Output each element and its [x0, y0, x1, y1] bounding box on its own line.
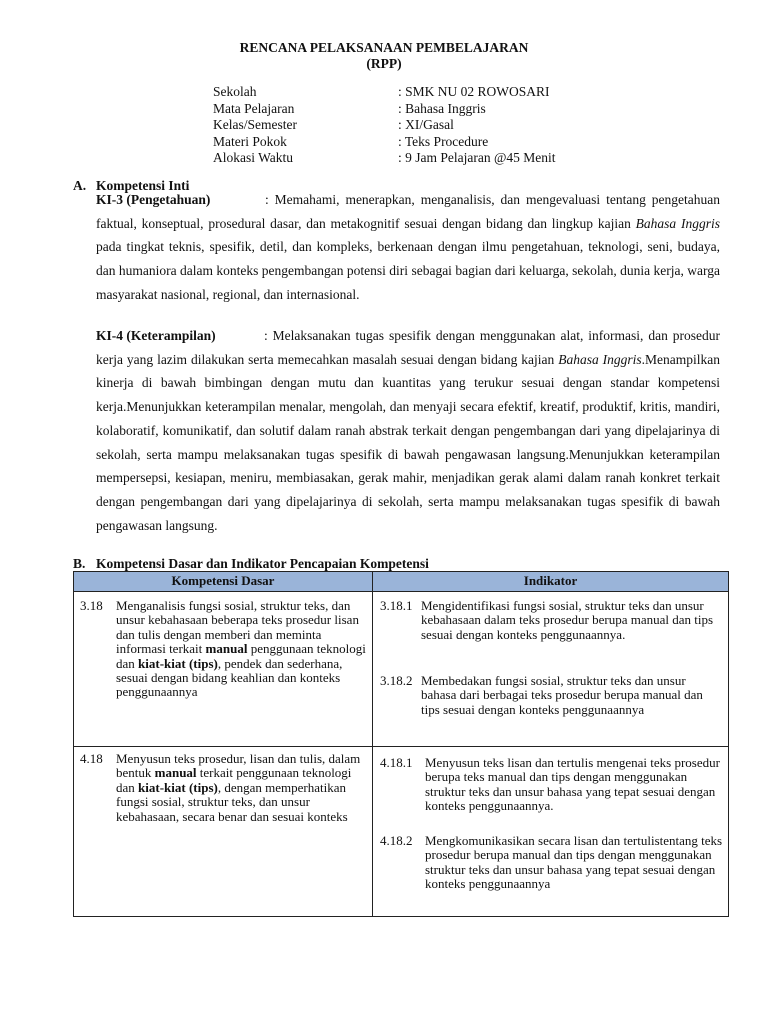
header-indikator: Indikator	[523, 573, 578, 588]
column-divider	[372, 572, 373, 916]
info-value: : SMK NU 02 ROWOSARI	[398, 84, 550, 99]
kd-text-part: Menganalisis fungsi sosial, struktur teks, dan unsur kebahasaan beberapa teks prosedur lisan dan tulis dengan memberi dan meminta informasi terkait	[116, 598, 359, 657]
kd-bold-term: kiat-kiat (tips)	[138, 655, 218, 671]
kd-bold-term: manual	[154, 765, 197, 781]
table-header	[74, 572, 728, 592]
indicator-number: 4.18.2	[380, 833, 413, 848]
competency-table	[73, 571, 729, 917]
kd-text-part: penggunaan teknologi dan	[116, 641, 366, 671]
identity-block	[213, 84, 556, 167]
info-row-topic	[213, 134, 556, 151]
section-title: Kompetensi Inti	[96, 178, 190, 193]
info-row-subject	[213, 101, 556, 118]
section-title: Kompetensi Dasar dan Indikator Pencapaian Kompetensi	[96, 556, 429, 571]
indicator-text: Membedakan fungsi sosial, struktur teks dan unsur bahasa dari berbagai teks prosedur berupa manual dan tips sesuai dengan konteks penggunaannya	[421, 673, 703, 717]
ki3-label: KI-3 (Pengetahuan)	[96, 192, 211, 207]
info-value: : XI/Gasal	[398, 117, 454, 132]
info-label: Sekolah	[213, 84, 257, 99]
ki3-italic: Bahasa Inggris	[635, 215, 720, 231]
ki4-italic: Bahasa Inggris	[558, 351, 642, 367]
kd-bold-term: kiat-kiat (tips)	[138, 779, 218, 795]
kd-text	[116, 599, 366, 700]
ki3-text-1: : Memahami, menerapkan, menganalisis, dan mengevaluasi tentang pengetahuan faktual, konseptual, prosedural dasar, dan metakognitif sesuai dengan bidang dan lingkup kajian	[96, 192, 721, 231]
info-value: : 9 Jam Pelajaran @45 Menit	[398, 150, 556, 165]
document-title: RENCANA PELAKSANAAN PEMBELAJARAN	[239, 40, 529, 55]
info-label: Mata Pelajaran	[213, 100, 295, 116]
ki3-paragraph	[96, 188, 720, 307]
kd-bold-term: manual	[205, 641, 248, 657]
info-label: Kelas/Semester	[213, 117, 297, 132]
section-letter: B.	[73, 556, 86, 571]
row-divider	[74, 746, 728, 747]
kd-text	[116, 752, 366, 824]
indicator-text: Mengidentifikasi fungsi sosial, struktur teks dan unsur kebahasaan dalam teks prosedur berupa manual dan tips sesuai dengan konteks penggunaannya.	[421, 598, 714, 642]
ki4-paragraph	[96, 324, 720, 537]
ki3-text-2: pada tingkat teknis, spesifik, detil, dan kompleks, berkenaan dengan ilmu pengetahuan, teknologi, seni, budaya, dan humaniora dalam konteks pengembangan potensi diri sebagai bagian dari keluarga, sekolah, dunia kerja, warga masyarakat nasional, regional, dan internasional.	[96, 239, 720, 302]
info-value: : Bahasa Inggris	[398, 100, 486, 116]
indicator-number: 3.18.1	[380, 598, 413, 613]
indicator-number: 3.18.2	[380, 673, 413, 688]
ki4-text-2: .Menampilkan kinerja di bawah bimbingan dengan mutu dan kuantitas yang terukur sesuai dengan standar kompetensi kerja.Menunjukkan keterampilan menalar, mengolah, dan menyaji secara efektif, kreatif, produktif, kritis, mandiri, kolaboratif, komunikatif, dan solutif dalam ranah abstrak terkait dengan pengembangan dari yang dipelajarinya di sekolah, serta mampu melaksanakan tugas spesifik di bawah pengawasan langsung.Menunjukkan keterampilan mempersepsi, kesiapan, meniru, membiasakan, gerak mahir, menjadikan gerak alami dalam ranah konkret terkait dengan pengembangan dari yang dipelajarinya di sekolah, serta mampu melaksanakan tugas spesifik di bawah pengawasan langsung.	[96, 351, 720, 533]
kd-number: 3.18	[80, 598, 103, 613]
info-label: Materi Pokok	[213, 133, 287, 149]
section-letter: A.	[73, 178, 87, 193]
info-row-class	[213, 117, 556, 134]
document-subtitle: (RPP)	[366, 56, 402, 71]
ki4-label: KI-4 (Keterampilan)	[96, 328, 216, 343]
header-kompetensi-dasar: Kompetensi Dasar	[171, 573, 275, 588]
info-label: Alokasi Waktu	[213, 150, 294, 165]
ki4-text-1: : Melaksanakan tugas spesifik dengan menggunakan alat, informasi, dan prosedur kerja yang lazim dilakukan serta memecahkan masalah sesuai dengan bidang kajian	[96, 328, 720, 367]
kd-text-part: , dengan memperhatikan fungsi sosial, struktur teks, dan unsur kebahasaan, secara benar dan sesuai konteks	[116, 779, 348, 824]
kd-number: 4.18	[80, 751, 103, 766]
kd-text-part: terkait penggunaan teknologi dan	[116, 765, 352, 795]
indicator-text: Menyusun teks lisan dan tertulis mengenai teks prosedur berupa teks manual dan tips dengan menggunakan struktur teks dan unsur bahasa yang tepat sesuai dengan konteks penggunaannya.	[425, 755, 720, 814]
indicator-number: 4.18.1	[380, 755, 413, 770]
kd-text-part: Menyusun teks prosedur, lisan dan tulis, dalam bentuk	[116, 751, 361, 781]
info-row-time	[213, 150, 556, 167]
section-b-heading	[73, 556, 429, 572]
info-value: : Teks Procedure	[398, 133, 489, 149]
indicator-text: Mengkomunikasikan secara lisan dan tertulistentang teks prosedur berupa manual dan tips dengan menggunakan struktur teks dan unsur bahasa yang tepat sesuai dengan konteks penggunaannya	[425, 833, 723, 892]
info-row-school	[213, 84, 556, 101]
kd-text-part: , pendek dan sederhana, sesuai dengan bidang keahlian dan konteks penggunaannya	[116, 655, 343, 700]
